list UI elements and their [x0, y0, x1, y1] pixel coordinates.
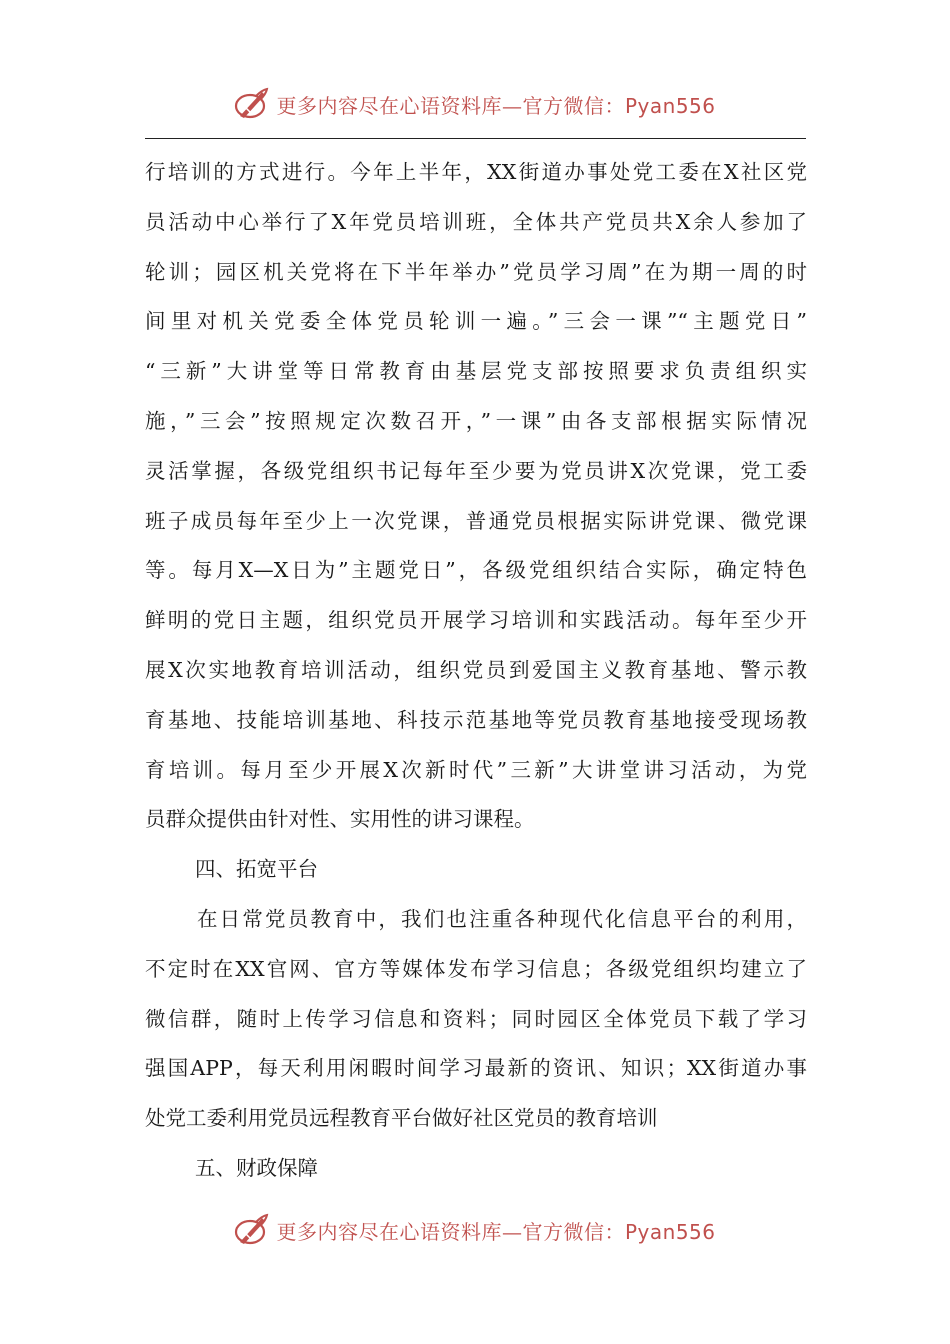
document-body — [145, 148, 807, 1194]
header-rule — [145, 138, 806, 139]
footer-banner-text — [276, 1216, 715, 1245]
body-line: 行培训的方式进行。今年上半年，XX街道办事处党工委在X社区党 — [145, 160, 807, 184]
para2-line: 微信群，随时上传学习信息和资料；同时园区全体党员下载了学习 — [145, 1006, 807, 1031]
header-wechat-id: Pyan556 — [624, 93, 716, 118]
body-line: 育培训。每月至少开展X次新时代”三新”大讲堂讲习活动，为党 — [145, 757, 807, 782]
body-line: 鲜明的党日主题，组织党员开展学习培训和实践活动。每年至少开 — [145, 608, 807, 633]
para2-line: 强国APP，每天利用闲暇时间学习最新的资讯、知识；XX街道办事 — [145, 1056, 807, 1081]
footer-banner-label: 更多内容尽在心语资料库—官方微信： — [276, 1219, 625, 1244]
body-line: 班子成员每年至少上一次党课，普通党员根据实际讲党课、微党课 — [145, 508, 807, 533]
para2-line: 在日常党员教育中，我们也注重各种现代化信息平台的利用， — [197, 906, 807, 931]
footer-banner — [0, 1210, 950, 1250]
para2-line: 不定时在XX官网、官方等媒体发布学习信息；各级党组织均建立了 — [145, 956, 807, 981]
body-line: 员活动中心举行了X年党员培训班，全体共产党员共X余人参加了 — [145, 209, 807, 234]
section-heading-5: 五、财政保障 — [195, 1155, 318, 1180]
body-line: 轮训；园区机关党将在下半年举办”党员学习周”在为期一周的时 — [145, 259, 807, 284]
body-line: 间里对机关党委全体党员轮训一遍。”三会一课”“主题党日” — [145, 309, 807, 334]
header-banner-text — [276, 90, 715, 119]
section-heading-4: 四、拓宽平台 — [195, 857, 318, 882]
body-line: 员群众提供由针对性、实用性的讲习课程。 — [145, 807, 535, 832]
body-line: 育基地、技能培训基地、科技示范基地等党员教育基地接受现场教 — [145, 707, 807, 732]
body-line: 施，”三会”按照规定次数召开，”一课”由各支部根据实际情况 — [145, 408, 807, 433]
body-line: 等。每月X—X日为”主题党日”，各级党组织结合实际，确定特色 — [145, 558, 807, 583]
quill-logo-icon — [234, 1212, 270, 1248]
header-banner-label: 更多内容尽在心语资料库—官方微信： — [276, 93, 625, 118]
quill-logo-icon — [234, 86, 270, 122]
body-line: “三新”大讲堂等日常教育由基层党支部按照要求负责组织实 — [145, 359, 807, 384]
body-line: 灵活掌握，各级党组织书记每年至少要为党员讲X次党课，党工委 — [145, 458, 807, 483]
header-banner — [0, 84, 950, 124]
body-line: 展X次实地教育培训活动，组织党员到爱国主义教育基地、警示教 — [145, 657, 807, 682]
footer-wechat-id: Pyan556 — [624, 1219, 716, 1244]
para2-line: 处党工委利用党员远程教育平台做好社区党员的教育培训 — [145, 1106, 658, 1131]
